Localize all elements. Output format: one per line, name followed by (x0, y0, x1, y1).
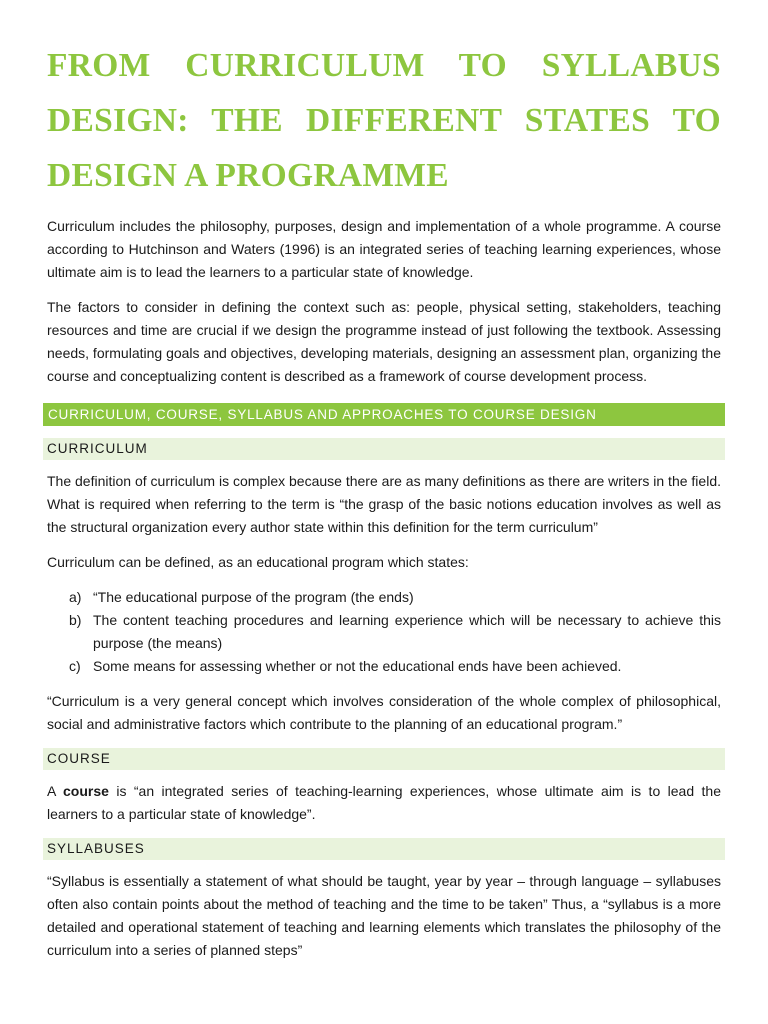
course-definition: is “an integrated series of teaching-learning experiences, whose ultimate aim is to lead the learners to a particular state of knowledge”. (47, 783, 721, 822)
syllabuses-paragraph: “Syllabus is essentially a statement of what should be taught, year by year – through language – syllabuses often also contain points about the method of teaching and the time to be taken” Thus, a “syllabus is a more detailed and operational statement of teaching and learning elements which translates the philosophy of the curriculum into a series of planned steps” (47, 873, 721, 958)
list-item (47, 586, 721, 609)
course-heading: COURSE (43, 748, 725, 770)
curriculum-paragraph-1: The definition of curriculum is complex because there are as many definitions as there are writers in the field. What is required when referring to the term is “the grasp of the basic notions education involves as well as the structural organization every author state within this definition for the term curriculum” (47, 473, 721, 535)
intro-paragraph-2: The factors to consider in defining the context such as: people, physical setting, stakeholders, teaching resources and time are crucial if we design the programme instead of just following the textbook. Assessing needs, formulating goals and objectives, developing materials, designing an assessment plan, organizing the course and conceptualizing content is described as a framework of course development process. (47, 299, 721, 384)
course-term: course (63, 783, 109, 799)
course-paragraph (47, 780, 721, 826)
list-item-text: “The educational purpose of the program (the ends) (93, 589, 414, 605)
list-marker: c) (69, 658, 81, 674)
list-item-text: The content teaching procedures and learning experience which will be necessary to achieve this purpose (the means) (93, 612, 721, 651)
list-marker: a) (69, 589, 82, 605)
list-item (47, 609, 721, 655)
list-item (47, 655, 721, 678)
list-item-text: Some means for assessing whether or not the educational ends have been achieved. (93, 658, 622, 674)
curriculum-heading: CURRICULUM (43, 438, 725, 460)
curriculum-paragraph-2: Curriculum can be defined, as an educational program which states: (47, 554, 469, 570)
intro-paragraph-1: Curriculum includes the philosophy, purposes, design and implementation of a whole programme. A course according to Hutchinson and Waters (1996) is an integrated series of teaching learning experiences, whose ultimate aim is to lead the learners to a particular state of knowledge. (47, 218, 721, 280)
curriculum-paragraph-3: “Curriculum is a very general concept which involves consideration of the whole complex of philosophical, social and administrative factors which contribute to the planning of an educational program.” (47, 693, 721, 732)
syllabuses-heading: SYLLABUSES (43, 838, 725, 860)
title-line-3: DESIGN A PROGRAMME (47, 157, 449, 194)
title-line-2: DESIGN: THE DIFFERENT STATES TO (47, 102, 721, 139)
title-line-1: FROM CURRICULUM TO SYLLABUS (47, 47, 721, 84)
document-title (47, 38, 721, 203)
section-banner: CURRICULUM, COURSE, SYLLABUS AND APPROACHES TO COURSE DESIGN (43, 403, 725, 426)
list-marker: b) (69, 612, 82, 628)
course-prefix: A (47, 783, 63, 799)
curriculum-list (47, 586, 721, 678)
